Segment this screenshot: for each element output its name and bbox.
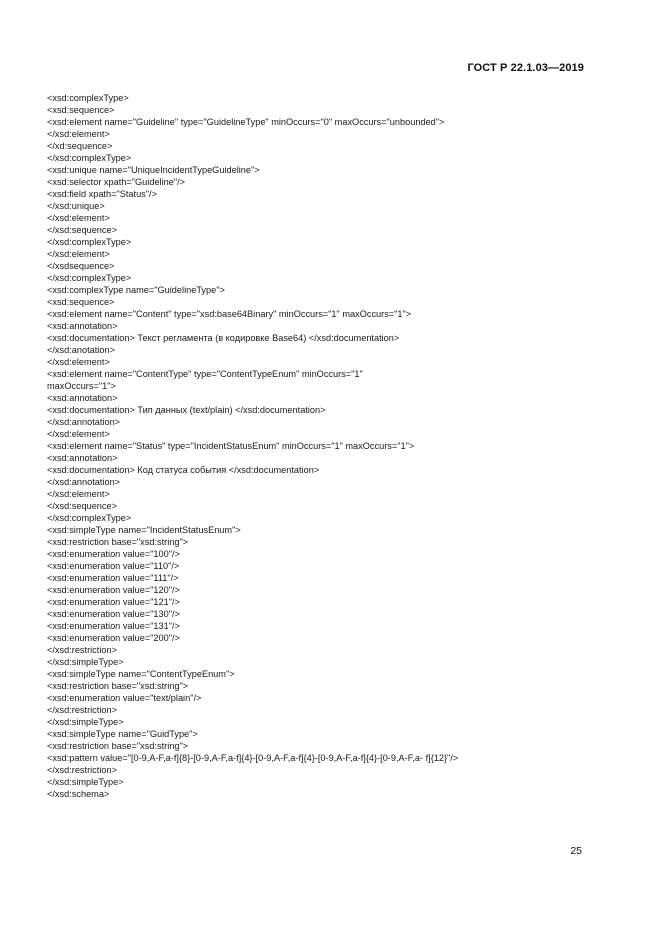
code-line: </xsd:annotation>	[47, 417, 121, 427]
code-line: </xsd:simpleType>	[47, 777, 124, 787]
code-line: <xsd:enumeration value="121"/>	[47, 597, 180, 607]
code-line: </xsd:restriction>	[47, 765, 117, 775]
code-line: <xsd:enumeration value="text/plain"/>	[47, 693, 202, 703]
code-line: </xsd:restriction>	[47, 645, 117, 655]
code-line: <xsd:enumeration value="111"/>	[47, 573, 179, 583]
code-line: </xd:sequence>	[47, 141, 113, 151]
code-line: </xsd:complexType>	[47, 153, 132, 163]
code-line: </xsdsequence>	[47, 261, 115, 271]
code-line: <xsd:enumeration value="100"/>	[47, 549, 180, 559]
code-line: <xsd:selector xpath="Guideline"/>	[47, 177, 186, 187]
code-line: <xsd:complexType>	[47, 93, 129, 103]
code-line: </xsd:complexType>	[47, 513, 132, 523]
code-line: </xsd:simpleType>	[47, 657, 124, 667]
code-line: <xsd:element name="Content" type="xsd:base64Binary" minOccurs="1" maxOccurs="1">	[47, 309, 412, 319]
code-line: </xsd:element>	[47, 489, 110, 499]
code-line: <xsd:restriction base="xsd:string">	[47, 537, 189, 547]
code-line: </xsd:sequence>	[47, 501, 117, 511]
code-line: <xsd:enumeration value="110"/>	[47, 561, 180, 571]
code-line: </xsd:element>	[47, 129, 110, 139]
code-line: <xsd:annotation>	[47, 393, 118, 403]
code-line: maxOccurs="1">	[47, 381, 116, 391]
code-line: <xsd:sequence>	[47, 297, 115, 307]
page-number: 25	[570, 845, 582, 857]
code-line: <xsd:restriction base="xsd:string">	[47, 741, 189, 751]
code-line: </xsd:complexType>	[47, 237, 132, 247]
code-line: <xsd:unique name="UniqueIncidentTypeGuideline">	[47, 165, 260, 175]
code-line: </xsd:element>	[47, 213, 110, 223]
code-line: <xsd:documentation> Тип данных (text/plain) </xsd:documentation>	[47, 405, 326, 415]
code-line: <xsd:annotation>	[47, 453, 118, 463]
code-line: </xsd:unique>	[47, 201, 105, 211]
code-line: <xsd:enumeration value="131"/>	[47, 621, 180, 631]
code-line: <xsd:field xpath="Status"/>	[47, 189, 157, 199]
code-line: <xsd:element name="ContentType" type="ContentTypeEnum" minOccurs="1"	[47, 369, 363, 379]
code-line: </xsd:restriction>	[47, 705, 117, 715]
code-line: <xsd:pattern value="[0-9,A-F,a-f]{8}-[0-9,A-F,a-f]{4}-[0-9,A-F,a-f]{4}-[0-9,A-F,a-f]{4}-[0-9,A-F,a- f]{12}"/>	[47, 753, 459, 763]
code-line: <xsd:complexType name="GuidelineType">	[47, 285, 225, 295]
code-line: </xsd:sequence>	[47, 225, 117, 235]
page-header-standard: ГОСТ Р 22.1.03—2019	[467, 62, 584, 74]
xsd-code-listing	[47, 92, 607, 800]
code-line: </xsd:schema>	[47, 789, 110, 799]
code-line: <xsd:element name="Guideline" type="GuidelineType" minOccurs="0" maxOccurs="unbounded">	[47, 117, 445, 127]
code-line: <xsd:enumeration value="130"/>	[47, 609, 180, 619]
code-line: <xsd:element name="Status" type="IncidentStatusEnum" minOccurs="1" maxOccurs="1">	[47, 441, 415, 451]
code-line: </xsd:element>	[47, 429, 110, 439]
code-line: <xsd:annotation>	[47, 321, 118, 331]
code-line: </xsd:element>	[47, 357, 110, 367]
code-line: </xsd:anotation>	[47, 345, 115, 355]
code-line: <xsd:enumeration value="120"/>	[47, 585, 180, 595]
code-line: <xsd:simpleType name="ContentTypeEnum">	[47, 669, 235, 679]
code-line: <xsd:documentation> Текст регламента (в кодировке Base64) </xsd:documentation>	[47, 333, 400, 343]
code-line: <xsd:simpleType name="IncidentStatusEnum">	[47, 525, 241, 535]
code-line: <xsd:sequence>	[47, 105, 115, 115]
code-line: <xsd:simpleType name="GuidType">	[47, 729, 198, 739]
code-line: </xsd:annotation>	[47, 477, 121, 487]
code-line: <xsd:restriction base="xsd:string">	[47, 681, 189, 691]
code-line: </xsd:complexType>	[47, 273, 132, 283]
code-line: <xsd:enumeration value="200"/>	[47, 633, 180, 643]
code-line: </xsd:element>	[47, 249, 110, 259]
code-line: <xsd:documentation> Код статуса события </xsd:documentation>	[47, 465, 320, 475]
code-line: </xsd:simpleType>	[47, 717, 124, 727]
